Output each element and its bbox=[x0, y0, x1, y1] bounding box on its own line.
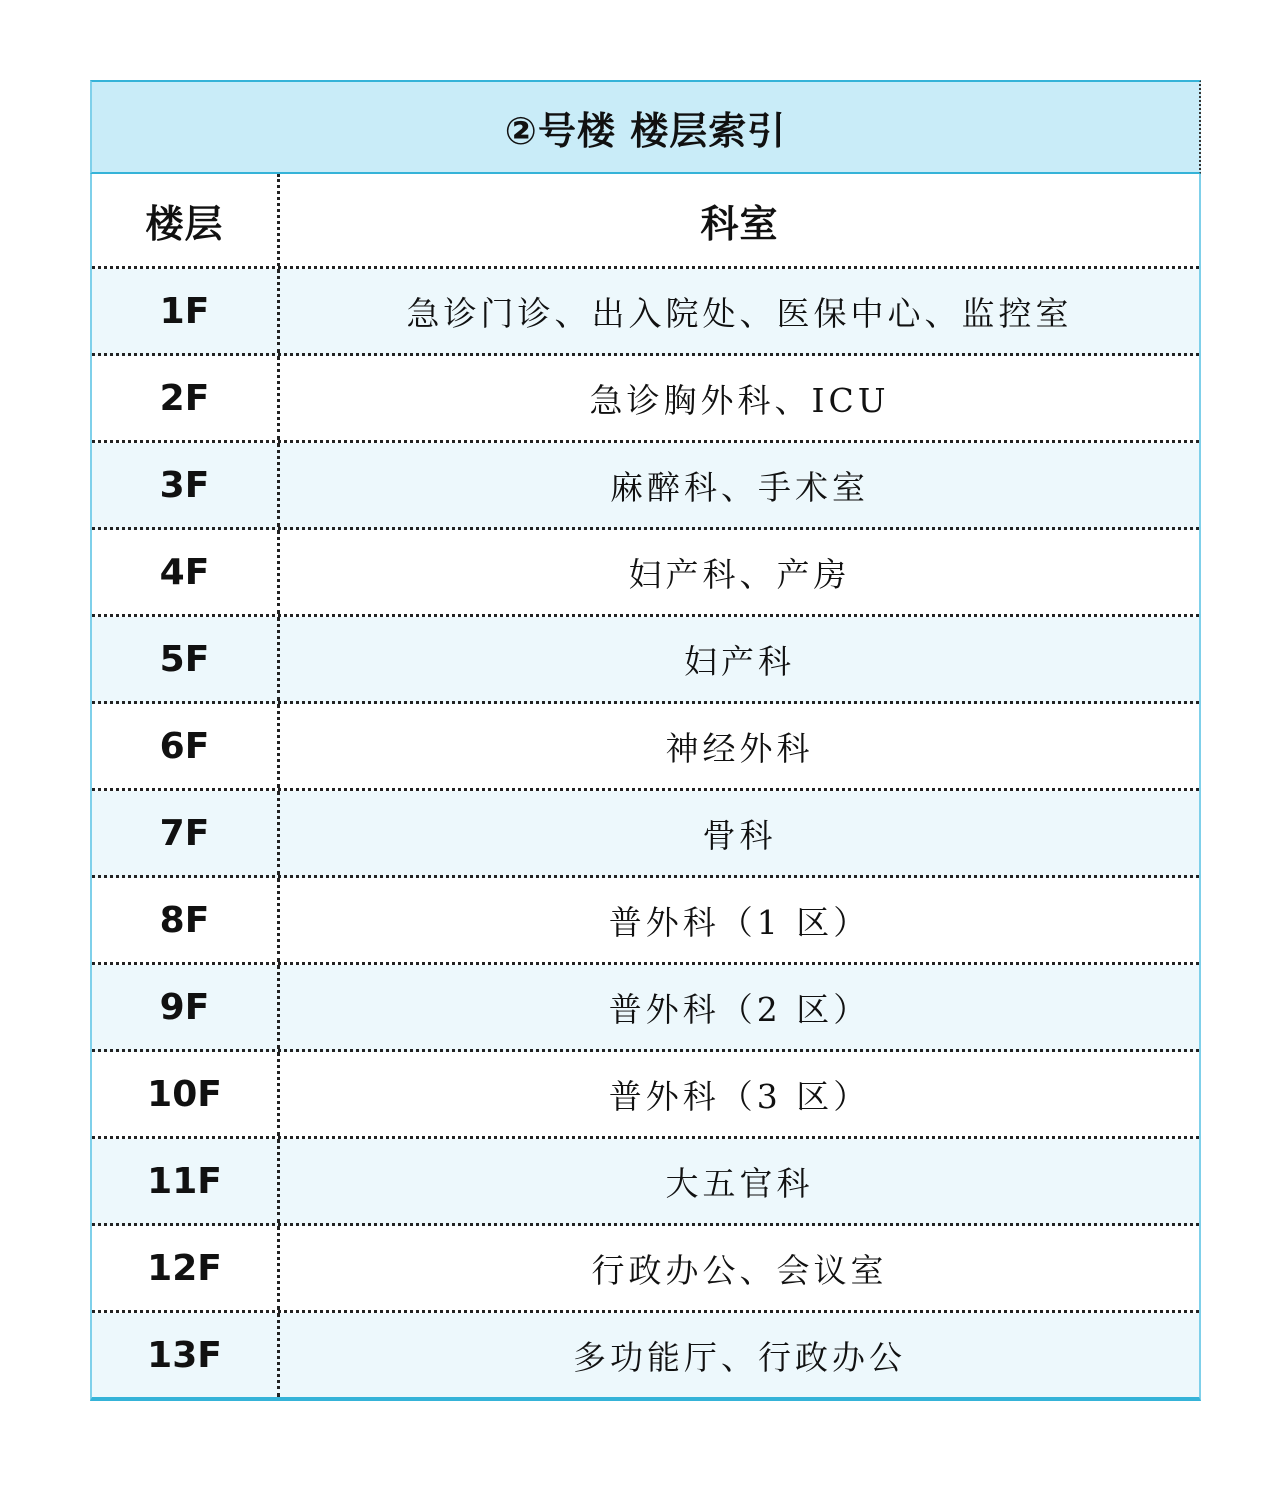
department-cell: 急诊门诊、出入院处、医保中心、监控室 bbox=[406, 293, 1073, 333]
department-cell: 普外科（1 区） bbox=[608, 902, 871, 942]
department-cell: 骨科 bbox=[702, 815, 777, 855]
department-cell: 妇产科 bbox=[684, 641, 795, 681]
table-row bbox=[92, 1226, 1199, 1313]
floor-cell: 12F bbox=[92, 1226, 280, 1310]
table-row bbox=[92, 617, 1199, 704]
page-title: ②号楼 楼层索引 bbox=[504, 108, 787, 153]
header-department: 科室 bbox=[700, 201, 779, 246]
title-bar bbox=[90, 80, 1201, 174]
table-row bbox=[92, 356, 1199, 443]
table-row bbox=[92, 530, 1199, 617]
floor-cell: 10F bbox=[92, 1052, 280, 1136]
floor-table bbox=[90, 174, 1201, 1401]
floor-cell: 4F bbox=[92, 530, 280, 614]
floor-cell: 2F bbox=[92, 356, 280, 440]
table-row bbox=[92, 965, 1199, 1052]
table-row bbox=[92, 269, 1199, 356]
department-cell: 行政办公、会议室 bbox=[591, 1250, 888, 1290]
table-row bbox=[92, 1139, 1199, 1226]
floor-cell: 6F bbox=[92, 704, 280, 788]
floor-cell: 1F bbox=[92, 269, 280, 353]
table-row bbox=[92, 878, 1199, 965]
department-cell: 普外科（2 区） bbox=[608, 989, 871, 1029]
floor-cell: 11F bbox=[92, 1139, 280, 1223]
header-floor: 楼层 bbox=[92, 174, 280, 266]
department-cell: 神经外科 bbox=[665, 728, 814, 768]
table-row bbox=[92, 1313, 1199, 1397]
table-row bbox=[92, 791, 1199, 878]
department-cell: 多功能厅、行政办公 bbox=[573, 1337, 906, 1377]
department-cell: 麻醉科、手术室 bbox=[610, 467, 869, 507]
department-cell: 普外科（3 区） bbox=[608, 1076, 871, 1116]
table-row bbox=[92, 704, 1199, 791]
floor-cell: 9F bbox=[92, 965, 280, 1049]
department-cell: 急诊胸外科、ICU bbox=[589, 380, 890, 420]
department-cell: 妇产科、产房 bbox=[628, 554, 851, 594]
department-cell: 大五官科 bbox=[665, 1163, 814, 1203]
table-row bbox=[92, 443, 1199, 530]
floor-cell: 8F bbox=[92, 878, 280, 962]
table-row bbox=[92, 1052, 1199, 1139]
floor-index-table bbox=[90, 80, 1201, 1401]
floor-cell: 3F bbox=[92, 443, 280, 527]
table-header-row bbox=[92, 174, 1199, 269]
floor-cell: 13F bbox=[92, 1313, 280, 1397]
floor-cell: 5F bbox=[92, 617, 280, 701]
floor-cell: 7F bbox=[92, 791, 280, 875]
